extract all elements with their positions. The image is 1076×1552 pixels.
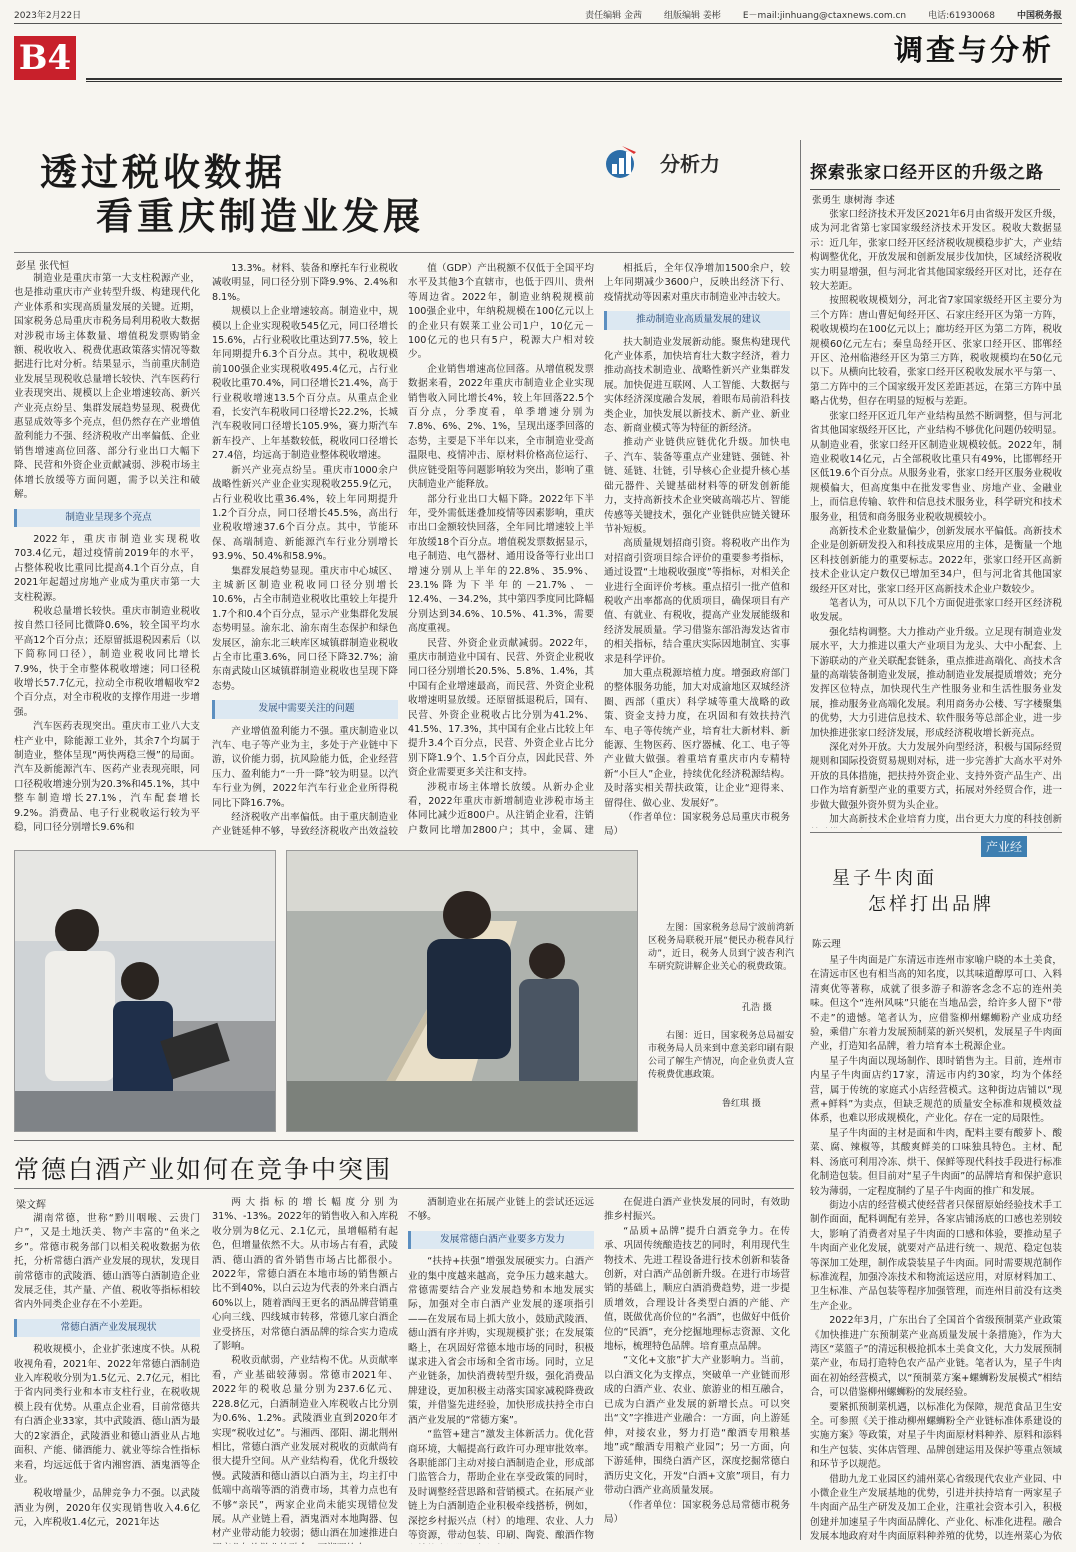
paragraph: 税收总量增长较快。重庆市制造业税收按自然口径同比微降0.6%，较全国平均水平高12个百分点；还原留抵退税因素后（以下简称同口径），制造业税收同比增长7.9%，快于全市整体税收增速；同口径税收增长57.7亿元，拉动全市税收增幅收窄2个百分点，对全市税收的支撑作用进一步增强。 [14,605,200,718]
paragraph: “扶持+扶强”增强发展硬实力。白酒产业的集中度越来越高，竞争压力越来越大。常德需要结合产业发展趋势和本地发展实际，加强对全市白酒产业发展的逐项指引——在发展布局上抓大放小，鼓励武陵酒、德山酒有序并购，实现规模扩张；在发展策略上，在巩固好常德本地市场的同时，积极谋求进入省会市场和全省市场。同时，立足产业链条，加快消费转型升级，强化消费品牌建设，更加积极主动落实国家减税降费政策，并借鉴先进经验，加快形成扶持全市白酒产业发展的“常德方案”。 [408,1256,594,1426]
paragraph: 按照税收规模划分，河北省7家国家级经开区主要分为三个方阵：唐山曹妃甸经开区、石家庄经开区为第一方阵，税收规模均在100亿元以上；廊坊经开区为第二方阵，税收规模60亿元左右；秦皇岛经开区、张家口经开区、邯郸经开区、沧州临港经开区为第三方阵，税收规模均在50亿元以下。从横向比较看，张家口经开区税收发展水平与第一、第二方阵中的三个国家级开发区差距甚远，在第三方阵中虽略占优势，但存在明显的短板与差距。 [810,295,1062,408]
paragraph: 民营、外资企业贡献减弱。2022年，重庆市制造业中国有、民营、外资企业税收同口径分别增长20.5%、5.8%、1.4%，其中国有企业增速最高，而民营、外资企业税收增速明显放缓。还原留抵退税后，国有、民营、外资企业税收占比分别为41.2%、41.5%、17.3%，其中国有企业占比较上年提升3.4个百分点，民营、外资企业占比分别下降1.9个、1.5个百分点，因此民营、外资企业需要更多关注和支持。 [408,637,594,779]
article3-title: 常德白酒产业如何在竞争中突围 [14,1155,393,1184]
paragraph: 规模以上企业增速较高。制造业中，规模以上企业实现税收545亿元，同口径增长15.6%，占行业税收比重达到77.5%，较上年同期提升6.3个百分点。其中，税收规模前100强企业实现税收495.4亿元，占行业税收比重70.4%，同口径增长21.4%，高于行业税收增速13.5个百分点。从重点企业看，长安汽车税收同口径增长22.2%，长城汽车税收同口径增长105.9%，赛力斯汽车新车投产、上年基数较低，税收同口径增长27.4倍，均远高于制造业整体税收增速。 [212,306,398,462]
paragraph: 深化对外开放。大力发展外向型经济，积极与国际经贸规则和国际投资贸易规则对标，进一步完善扩大高水平对外开放的具体措施，把扶持外资企业、支持外资产品生产、出口作为培育新型产业的重要方式，拓展对外经贸合作，进一步做大做强外资外贸为头企业。 [810,742,1062,811]
paragraph: “品质+品牌”提升白酒竞争力。在传承、巩固传统酿造技艺的同时，利用现代生物技术、先进工程设备进行技术创新和装备创新，对白酒产品创新升级。在进行市场营销的基础上，顺应白酒消费趋势，进一步提质增效，合理设计各类型白酒的产能、产值，既做优高价位的“名酒”，也做好中低价位的“民酒”，充分挖掘地理标志资源、文化地标，梳理特色品牌。培育重点品牌。 [604,1225,790,1353]
article3-top-rule [14,1140,794,1141]
photo-printing-factory [286,850,638,1132]
editor-email: E－mail:jinhuang@ctaxnews.com.cn [742,11,907,21]
author-note: （作者单位：国家税务总局常德市税务局） [604,1499,790,1525]
article3-column-2 [212,1196,398,1544]
beef-title-line1: 星子牛肉面 [832,868,937,889]
bar-chart-icon [602,142,654,182]
paragraph: 笔者认为，可从以下几个方面促进张家口经开区经济税收发展。 [810,597,1062,624]
masthead-rule [86,78,1062,82]
paragraph: 张家口经济技术开发区2021年6月由省级开发区升级，成为河北省第七家国家级经济技术开发区。税收大数据显示：近几年，张家口经开区经济税收规模稳步扩大，产业结构调整优化，开放发展和创新发展步伐加快，区域经济税收实力明显增强，但与河北省其他国家级经开区对比，还存在较大差距。 [810,209,1062,293]
article1-byline: 彭星 张代恒 [16,261,70,272]
paragraph: 企业销售增速高位回落。从增值税发票数据来看，2022年重庆市制造业企业实现销售收入同比增长4%，较上年回落22.5个百分点，分季度看，单季增速分别为7.8%、6%、2%、1%，呈现出逐季回落的态势，主要是下半年以来，全市制造业受高温限电、疫情冲击、原材料价格高位运行、供应链受阻等问题影响较为突出，影响了重庆制造业产能释放。 [408,363,594,491]
paragraph: 在促进白酒产业快发展的同时，有效助推乡村振兴。 [604,1197,790,1223]
subheading: 发展常德白酒产业要多方发力 [408,1231,594,1249]
paragraph: 街边小店的经营模式使经营者只保留原始经验技术手工制作面面，配料调配有差异，各家店铺汤底的口感也差别较大，影响了消费者对星子牛肉面的口感和体验，要推动星子牛肉面产业化发展，就要对产品进行统一、规范、稳定包装等深加工处理，制作成袋装星子牛肉面。同时需要规范制作标准流程，加强冷冻技术和物流运送应用，对原材料加工、卫生标准、产品包装等程序加强管理，而连州目前没有这类生产企业。 [810,1199,1062,1312]
paragraph: 13.3%。材料、装备和摩托车行业税收减收明显，同口径分别下降9.9%、2.4%和8.1%。 [212,263,398,303]
paragraph: 高质量规划招商引资。将税收产出作为对招商引资项目综合评价的重要参考指标，通过设置“土地税收强度”等指标，对相关企业进行全面评价考核。重点招引一批产值和税收产出率都高的优质项目，确保项目有产值、有就业、有税收，提高产业发展能级和经济发展质量。学习借鉴东部沿海发达省市的相关指标，结合重庆实际因地制宜、实事求是科学评价。 [604,538,790,665]
paragraph: 集群发展趋势显现。重庆市中心城区、主城新区制造业税收同口径分别增长10.6%，占全市制造业税收比重较上年提升1.7个和0.4个百分点，显示产业集群化发展态势明显。渝东北、渝东南生态保护和绿色发展区，渝东北三峡库区城镇群制造业税收占全市比重3.6%，同口径下降32.7%；渝东南武陵山区城镇群制造业税收也呈现下降态势。 [212,565,398,692]
paragraph: 借助九龙工业园区约浦州菜心省级现代农业产业园、中小微企业生产发展基地的优势，引进并扶持培育一两家星子牛肉面产品生产研发及加工企业，注重社会资本引入，积极创建并加速星子牛肉面品牌化、产业化、标准化进程。融合发展本地政府对牛肉面原料种养殖的优势，以连州菜心为依 [810,1473,1062,1543]
article2-body [810,208,1062,828]
article3-column-1 [14,1212,200,1544]
article3-title-rule [14,1188,794,1189]
subheading: 推动制造业高质量发展的建议 [604,311,790,329]
paragraph: 推动产业链供应链优化升级。加快电子、汽车、装备等重点产业建链、强链、补链、延链、壮链，引导核心企业提升核心基础元器件、关键基础材料等的研发创新能力，支持高新技术企业突破高端芯片、智能传感等关键技术，强化产业链供应链关键环节补短板。 [604,437,790,535]
subheading: 发展中需要关注的问题 [212,700,398,718]
paragraph: 扶大制造业发展新动能。聚焦构建现代化产业体系，加快培育壮大数字经济，着力推动高技术制造业、战略性新兴产业集群发展。加快促进互联网、人工智能、大数据与实体经济深度融合发展，着眼布局前沿科技类企业，加快发展以新技术、新产业、新业态、新商业模式等为特征的新经济。 [604,336,790,435]
paragraph: 值（GDP）产出税额不仅低于全国平均水平及其他3个直辖市，也低于四川、贵州等周边省。2022年，制造业纳税规模前100强企业中，年纳税规模在100亿元以上的企业只有娱莱工业公司1户，10亿元－100亿元的也只有5户，税源大户相对较少。 [408,263,594,361]
paragraph: 星子牛肉面以现场制作、即时销售为主。目前，连州市内星子牛肉面店约17家，清远市内约30家，均为个体经营，属于传统的家庭式小店经营模式。这种街边店铺以“现煮+鲜料”为卖点，但缺乏规范的质量安全标准和规模效益体系，也难以形成规模化，产业化。存在一定的局限性。 [810,1055,1062,1125]
section-title: 调查与分析 [893,33,1054,67]
industry-label: 产业经 [981,836,1027,857]
paragraph: 张家口经开区近几年产业结构虽然不断调整，但与河北省其他国家级经开区比，产业结构不够优化问题仍较明显。从制造业看，张家口经开区制造业规模较低。2022年，制造业税收14亿元，占全部税收比重只有49%，比邯郸经开区低19.6个百分点。从服务业看，张家口经开区服务业税收规模偏大，但高度集中在批发零售业、房地产业、金融业上，而信息传输、软件和信息技术服务业，科学研究和技术服务业，租赁和商务服务业税收规模较小。 [810,410,1062,523]
photo-tax-officers-image [15,851,276,1132]
paragraph: “文化+文旅”扩大产业影响力。当前，以白酒文化为支撑点，突破单一产业链而形成的白酒产业、农业、旅游业的相互融合，已成为白酒产业发展的新增长点。可以突出“文”字推进产业融合：一方面，向上游延伸，对接农业，努力打造“酿酒专用粮基地”或“酿酒专用粮产业园”；另一方面，向下游延伸，围绕白酒产区，深度挖掘常德白酒历史文化，开发“白酒+文旅”项目，有力带动白酒产业高质量发展。 [604,1355,790,1497]
article2-byline: 张勇生 康树海 李述 [812,195,895,206]
paragraph: 两大指标的增长幅度分别为31%、-13%。2022年的销售收入和入库税收分别为8亿元、2.1亿元，虽增幅稍有起色，但增量依然不大。从市场占有看，武陵酒、德山酒的省外销售市场占比都很小。2022年，常德白酒在本地市场的销售额占比不到40%，以白云边为代表的外来白酒占60%以上，随着酒闯王更名的酒品牌营销重心向三线、四线城市转移，常德几家白酒企业受挤压，对常德白酒品牌的综合实力造成了影响。 [212,1197,398,1353]
article1-rule [14,252,794,253]
article1-column-2 [212,262,398,838]
paragraph: 湖南常德，世称“黔川咽喉、云贵门户”，又是土地沃美、物产丰富的“鱼米之乡”。常德市税务部门以相关税收数据为依托，分析常德白酒产业发展的现状，发现目前常德市的武陵酒、德山酒等白酒制造企业发展乏佳，其产量、产值、税收等指标相较省内外同类企业存在不小差距。 [14,1213,200,1311]
paragraph: 税收规模小，企业扩张速度不快。从税收视角看，2021年、2022年常德白酒制造业入库税收分别为1.5亿元、2.7亿元，相比于省内同类行业和本市支柱行业，在税收规模上段有优势。从重点企业看，目前常德共有白酒企业33家，其中武陵酒、德山酒为最大的2家酒企，武陵酒业和德山酒业从占地面积、产能、储酒能力、就业等综合性指标来看，均远远低于省内湘窖酒、酒鬼酒等企业。 [14,1344,200,1485]
paragraph: 高新技术企业数量偏少，创新发展水平偏低。高新技术企业是创新研发投入和科技成果应用的主体，是衡量一个地区科技创新能力的重要标志。2022年，张家口经开区高新技术企业认定户数仅已增加至34户，但与河北省其他国家级经开区对比，张家口经开区高新技术企业户数较少。 [810,525,1062,595]
paragraph: 部分行业出口大幅下降。2022年下半年，受外需低迷叠加疫情等因素影响，重庆市出口金额较快回落，全年同比增速较上半年放缓18个百分点。增值税发票数据显示，电子制造、电气器材、通用设备等行业出口增速分别从上半年的22.8%、35.9%、23.1%降为下半年的－21.7%、－12.4%、－34.2%，其中第四季度同比降幅分别达到34.6%、10.5%、41.3%，需要高度重视。 [408,493,594,635]
paragraph: 星子牛肉面的主材是面和牛肉，配料主要有酸萝卜、酸菜、腐、辣椒等，其酸爽鲜美的口味独具特色。主材、配料、汤底可利用冷冻、烘干、保鲜等现代科技手段进行标准化制造包装。但目前对“星子牛肉面”的品牌培育和保护意识较为薄弱，一定程度制约了星子牛肉面的推广和发展。 [810,1127,1062,1197]
paragraph: 汽车医药表现突出。重庆市工业八大支柱产业中，除能源工业外，其余7个均属于制造业，整体呈现“两快两稳三慢”的局面。汽车及新能源汽车、医药产业表现亮眼，同口径税收增速分别为20.3%和45.1%，其中整车制造增长27.1%，汽车配套增长9.2%。消费品、电子行业税收运行较为平稳，同口径分别增长9.6%和 [14,721,200,834]
subheading: 制造业呈现多个亮点 [14,509,200,527]
article1-column-4 [604,262,790,838]
paragraph: 2022年，重庆市制造业实现税收703.4亿元，超过疫情前2019年的水平，占整体税收比重同比提高4.1个百分点，自2021年起超过房地产业成为重庆市第一大支柱税源。 [14,533,200,603]
analysis-column-tag [602,142,720,182]
article1-title-line1: 透过税收数据 [40,150,286,194]
paragraph: 2022年3月，广东出台了全国首个省级预制菜产业政策《加快推进广东预制菜产业高质量发展十条措施》，作为大湾区“菜篮子”的清远积极抢抓本土美食文化，大力发展预制菜产业，布局打造特色农产品产业链。笔者认为，星子牛肉面在初始经营模式，以“预制菜方案+螺蛳粉发展模式”相结合，可以借鉴柳州螺蛳粉的发展经验。 [810,1315,1062,1399]
left-photo-caption: 左图：国家税务总局宁波前湾新区税务局联税开展“便民办税春风行动”，近日，税务人员到宁波杏利汽车研究院讲解企业关心的税费政策。 [648,923,794,972]
column-divider [800,140,801,1540]
beef-title-line2: 怎样打出品牌 [868,894,994,915]
right-photo-credit: 鲁红琪 摄 [722,1099,761,1109]
article3-column-3 [408,1196,594,1544]
beef-byline: 陈云理 [812,939,841,950]
paragraph: 加大高新技术企业培育力度，出台更大力度的科技创新 [829,814,1062,826]
layout-editor: 组版编辑 姜彬 [664,11,721,21]
editor-phone: 电话:61930068 [928,11,995,21]
paragraph: 税收增量少，品牌竞争力不强。以武陵酒业为例，2020年仅实现销售收入4.6亿元，入库税收1.4亿元，2021年达 [14,1488,200,1529]
article1-column-3 [408,262,594,838]
paragraph: 制造业是重庆市第一大支柱税源产业，也是推动重庆市产业转型升级、构建现代化产业体系和实现高质量发展的关键。近期，国家税务总局重庆市税务局利用税收大数据对涉税市场主体数量、增值税发票购销金额、税收收入、税费优惠政策落实情况等数据进行比对分析。结果显示，当前重庆制造业发展呈现税收总量增长较快、汽车医药行业表现突出、规模以上企业增速较高、新兴产业亮点纷呈、集群发展趋势显现、税费优惠显成效等多个亮点，但仍然存在产业增值盈利能力不强、经济税收产出率偏低、企业销售增速高位回落、部分行业出口大幅下降、民营和外资企业贡献减弱、涉税市场主体增长放缓等方面问题，需予以关注和破解。 [14,273,200,501]
page-number: B4 [14,36,76,80]
photo-tax-officers [14,850,276,1132]
responsible-editor: 责任编辑 金茜 [585,11,642,21]
paragraph: “监管+建言”激发主体新活力。优化营商环境，大幅提高行政许可办理审批效率。各职能部门主动对接白酒制造企业，形成部门监管合力，帮助企业在享受政策的同时，及时调整经营思路和营销模式。在拓展产业链上为白酒制造企业积极牵线搭桥，例如，深挖乡村振兴点（村）的地理、农业、人力等资源，带动包装、印刷、陶瓷、酿酒作物 [408,1429,594,1541]
article3-column-4 [604,1196,790,1544]
paragraph: 相抵后，全年仅净增加1500余户，较上年同期减少3600户，反映出经济下行、疫情扰动等因素对重庆市制造业冲击较大。 [604,263,790,303]
paragraph: 加大重点税源培植力度。增强政府部门的整体服务功能，加大对成渝地区双城经济圈、西部（重庆）科学城等重大战略的政策、资金支持力度，在巩固和有效扶持汽车、电子等传统产业，培育壮大新材料、新能源、生物医药、医疗器械、化工、电子等产业做大做强。着重培育重庆市内专精特新“小巨人”企业，持续优化经济税源结构。及时落实相关帮扶政策，让企业“迎得来、留得住、做心业、发展好”。 [604,667,790,809]
paragraph: 涉税市场主体增长放缓。从新办企业看，2022年重庆市新增制造业涉税市场主体同比减少近800户。从注销企业看，注销户数同比增加2800户；其中，金属、建 [408,781,594,836]
paragraph: 强化结构调整。大力推动产业升级。立足现有制造业发展水平，大力推进以重大产业项目为龙头、大中小配套、上下游联动的产业关联配套链条，重点推进高端化、高技术含量的高端装备制造业发展，推动制造业发展提质增效；充分发挥区位特点，加快现代生产性服务业和生活性服务业发展，推动服务业高端化发展。利用商务办公楼、写字楼聚集的优势，大力引进信息技术、软件服务等总部企业，进一步加快推进张家口经济发展，形成经济税收增长新亮点。 [810,626,1062,739]
paragraph: 酒制造业在拓展产业链上的尝试还远远不够。 [408,1197,594,1223]
subheading: 常德白酒产业发展现状 [14,1319,200,1337]
paragraph: 要紧抓预制菜机遇，以标准化为保障，规范食品卫生安全。可参照《关于推动柳州螺蛳粉全产业链标准体系建设的实施方案》等政策，对星子牛肉面原材料种养、原料和添料和生产包装、实体店管理、品牌创建运用及保护等重点领域和环节予以规范。 [810,1401,1062,1471]
article1-column-1 [14,272,200,838]
analysis-label: 分析力 [660,151,720,176]
page-header [14,6,1062,24]
left-photo-credit: 孔浩 摄 [742,1003,772,1013]
beef-body [810,954,1062,1544]
paragraph: 经济税收产出率偏低。由于重庆制造业产业链延伸不够，导致经济税收产出效益较 [212,812,398,838]
article2-title: 探索张家口经开区的升级之路 [810,158,1060,190]
industry-column-tag [981,836,1027,857]
paragraph: 税收贡献弱，产业结构不优。从贡献率看，产业基础较薄弱。常德市2021年、2022年的税收总量分别为237.6亿元、228.8亿元，白酒制造业入库税收占比分别为0.6%、1.2%。武陵酒业直到2020年才实现“税收过亿”。与湘西、邵阳、湖北荆州相比，常德白酒产业发展对税收的贡献尚有很大提升空间。从产业结构看，优化升级较慢。武陵酒和德山酒以白酒为主，均主打中低端中高端等酒的消费市场，其着力点也有不够“亲民”，两家企业尚未能实现错位发展。从产业链上看，酒鬼酒对本地陶器、包材产业带动能力较弱；德山酒在加速推进白 [212,1355,398,1540]
article1-title-line2: 看重庆制造业发展 [96,194,424,238]
right-photo-caption: 右图：近日，国家税务总局福安市税务局人员来到中意美彩印刷有限公司了解生产情况，向企业负责人宣传税费优惠政策。 [648,1031,794,1080]
section-rule [810,832,1062,833]
paragraph: 星子牛肉面是广东清远市连州市家喻户晓的本土美食，在清远市区也有相当高的知名度，以其味道醇厚可口、入料清爽优等著称，成就了很多游子和游客念念不忘的连州美味。但这个“连州风味”只能在当地品尝，给许多人留下“带不走”的遗憾。笔者认为，应借鉴柳州螺蛳粉产业成功经验，乘借广东着力发展预制菜的新兴契机，发展星子牛肉面产业，打造知名品牌，着力培育本土税源企业。 [810,955,1062,1053]
newspaper-name: 中国税务报 [1016,11,1062,21]
photo-printing-factory-image [287,851,638,1132]
paragraph: 新兴产业亮点纷呈。重庆市1000余户战略性新兴产业企业实现税收255.9亿元，占行业税收比重36.4%，较上年同期提升1.2个百分点，同口径增长45.5%，高出行业税收增速37.6个百分点。其中，节能环保、高端制造、新能源汽车行业分别增长93.9%、50.4%和58.9%。 [212,464,398,563]
issue-date: 2023年2月22日 [14,11,82,21]
author-note: （作者单位：国家税务总局重庆市税务局） [604,812,790,838]
article3-byline: 梁文辉 [16,1200,46,1211]
paragraph: 产业增值盈利能力不强。重庆制造业以汽车、电子等产业为主，多处于产业链中下游，议价能力弱，抗风险能力低，企业经营压力、盈利能力“一升一降”较为明显。以汽车行业为例，2022年汽车行业企业所得税同比下降16.7%。 [212,725,398,809]
